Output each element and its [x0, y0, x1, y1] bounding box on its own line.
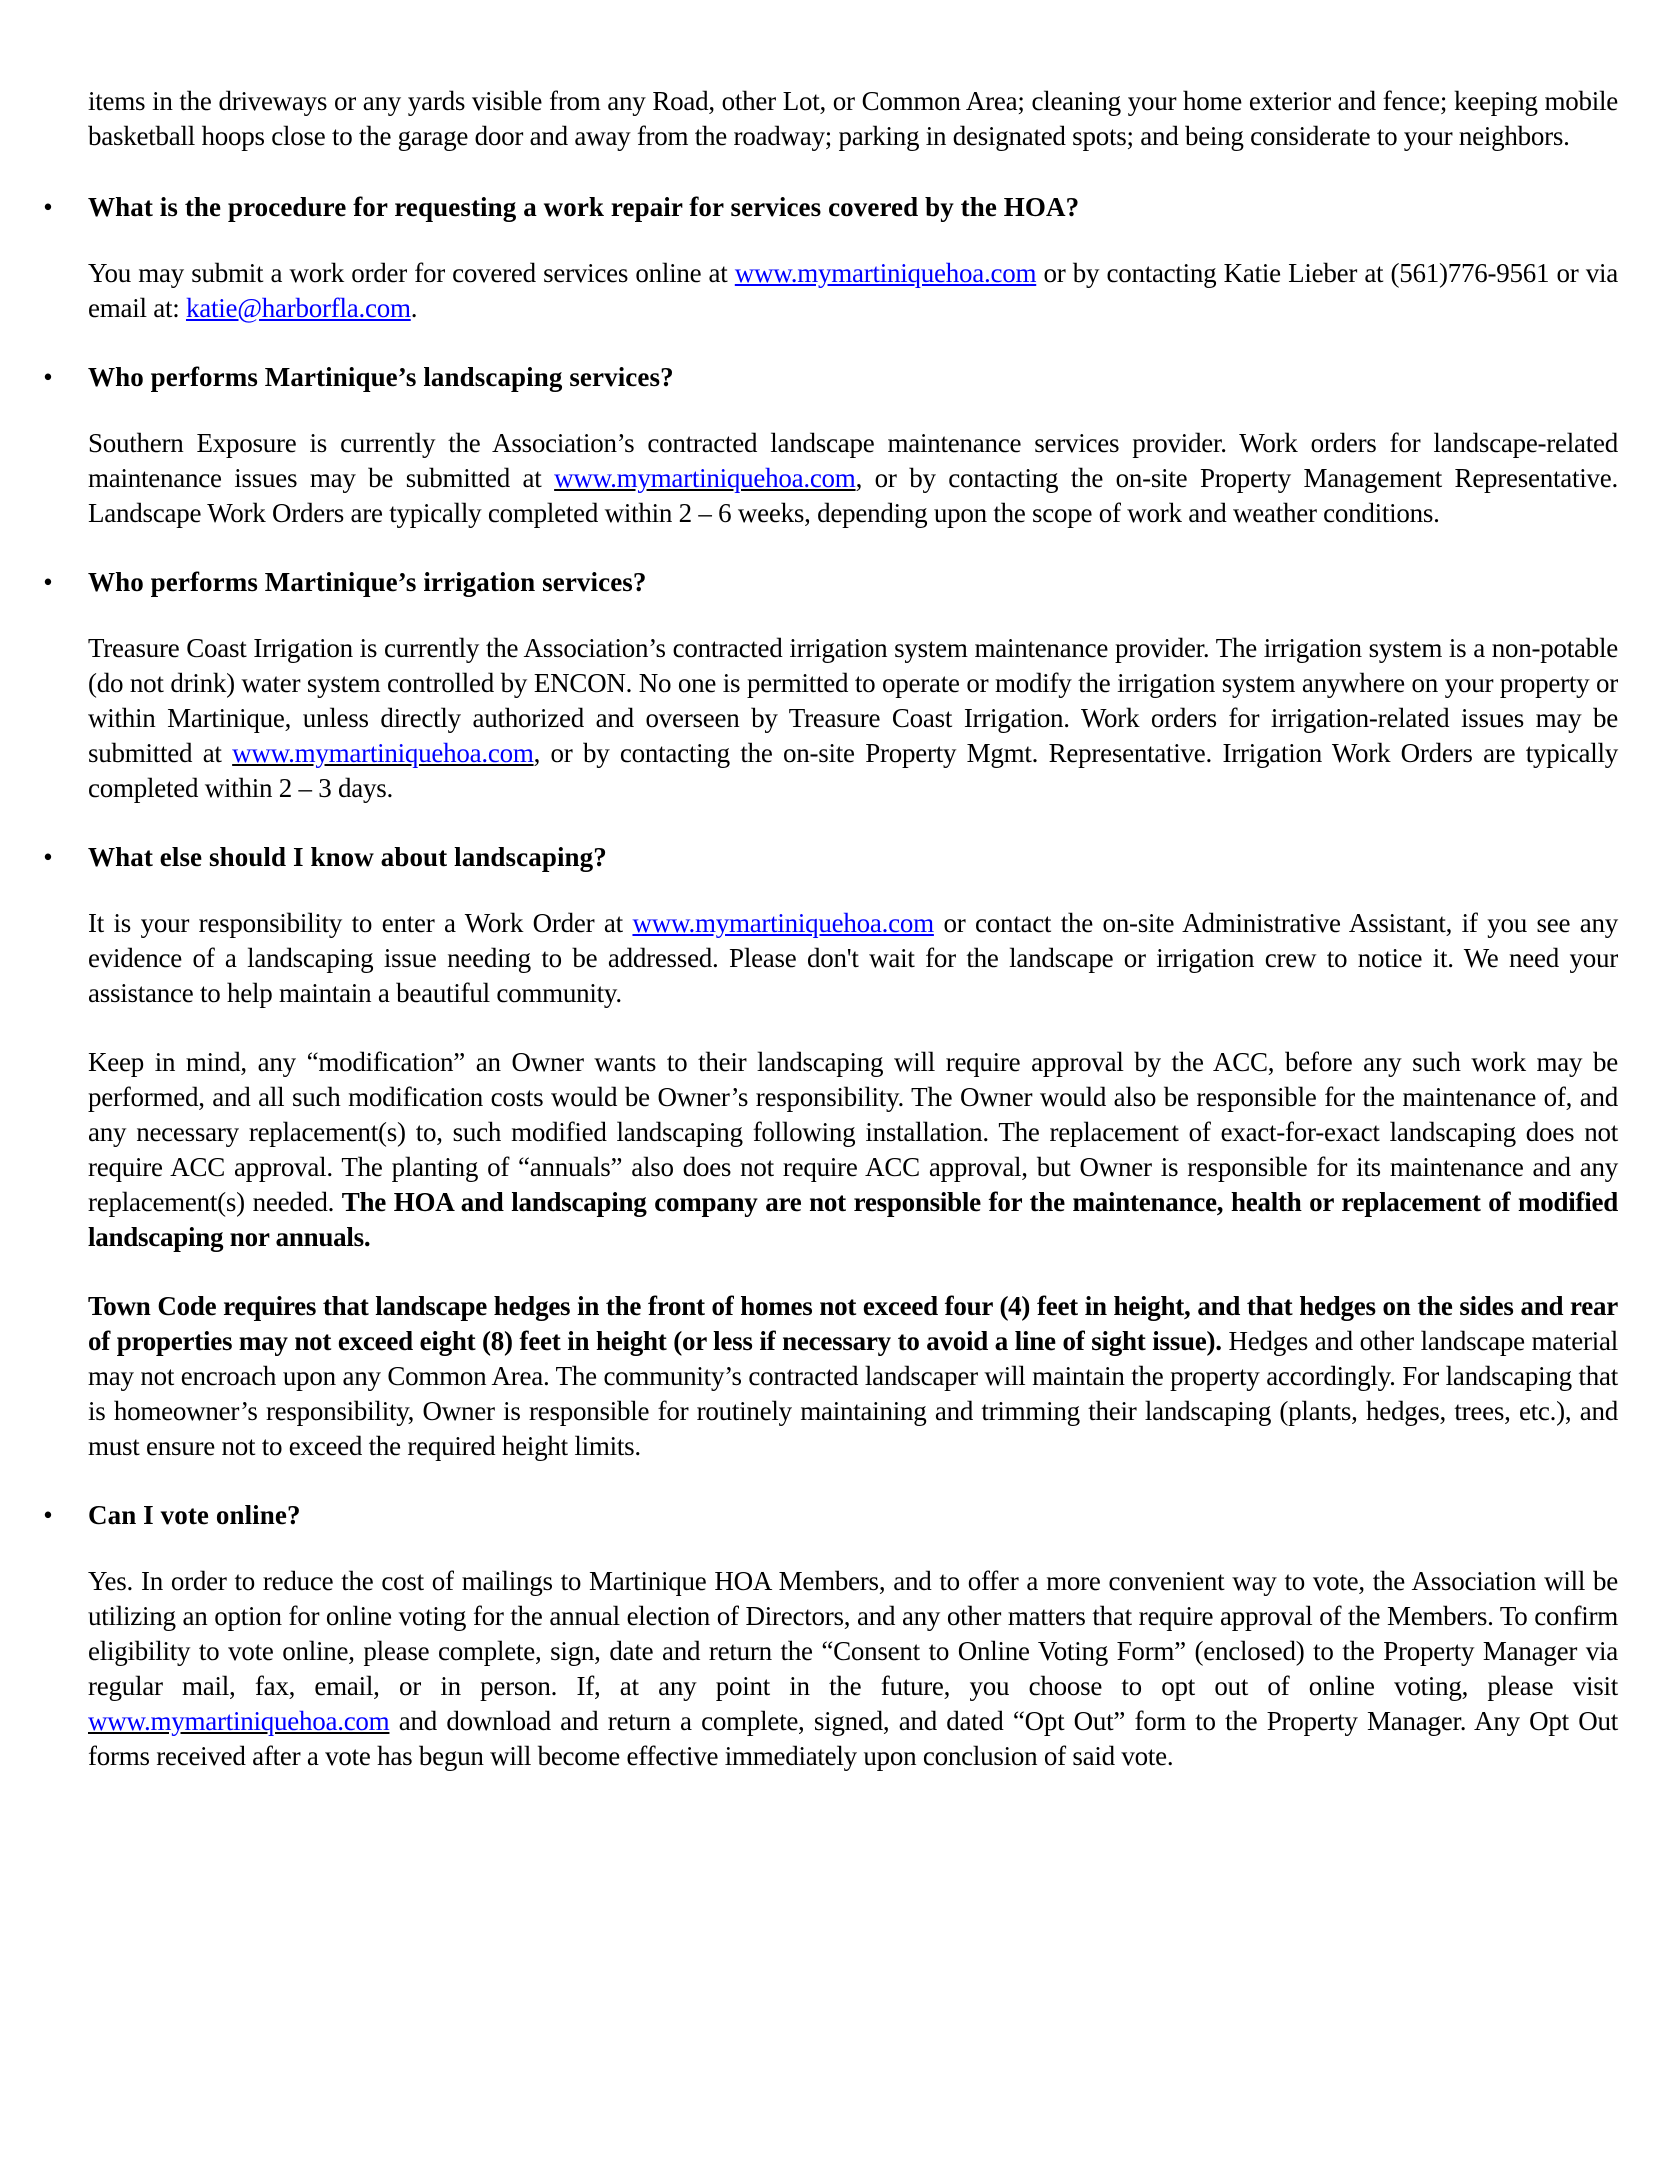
faq-question [43, 1498, 1618, 1533]
answer-text: or by contacting Katie Lieber at (561)776-9561 or via email at: [88, 258, 1618, 323]
faq-answer-paragraph-2 [88, 1045, 1618, 1255]
answer-text: , or by contacting the on-site Property Mgmt. Representative. Irrigation Work Orders are typically completed within 2 – 3 days. [88, 738, 1618, 803]
answer-text: Treasure Coast Irrigation is currently the Association’s contracted irrigation system maintenance provider. The irrigation system is a non-potable (do not drink) water system controlled by ENCON. No one is permitted to operate or modify the irrigation system anywhere on your property or within Martinique, unless directly authorized and overseen by Treasure Coast Irrigation. Work orders for irrigation-related issues may be submitted at [88, 633, 1618, 768]
answer-text: , or by contacting the on-site Property Management Representative. Landscape Work Orders are typically completed within 2 – 6 weeks, depending upon the scope of work and weather conditions. [88, 463, 1618, 528]
bullet-icon: • [43, 842, 53, 872]
faq-question-text: Who performs Martinique’s irrigation services? [88, 567, 647, 597]
faq-question-text: What else should I know about landscaping? [88, 842, 607, 872]
website-link[interactable]: www.mymartiniquehoa.com [554, 463, 856, 493]
answer-text: It is your responsibility to enter a Work Order at [88, 908, 633, 938]
faq-answer [88, 426, 1618, 531]
answer-bold-text: The HOA and landscaping company are not responsible for the maintenance, health or replacement of modified landscaping nor annuals. [88, 1187, 1618, 1252]
answer-text: and download and return a complete, signed, and dated “Opt Out” form to the Property Manager. Any Opt Out forms received after a vote has begun will become effective immediately upon conclusion of said vote. [88, 1706, 1618, 1771]
faq-question [43, 190, 1618, 225]
answer-text: Hedges and other landscape material may not encroach upon any Common Area. The community’s contracted landscaper will maintain the property accordingly. For landscaping that is homeowner’s responsibility, Owner is responsible for routinely maintaining and trimming their landscaping (plants, hedges, trees, etc.), and must ensure not to exceed the required height limits. [88, 1326, 1618, 1461]
website-link[interactable]: www.mymartiniquehoa.com [232, 738, 534, 768]
faq-answer [88, 1564, 1618, 1774]
answer-bold-text: Town Code requires that landscape hedges in the front of homes not exceed four (4) feet in height, and that hedges on the sides and rear of properties may not exceed eight (8) feet in height (or less if necessary to avoid a line of sight issue). [88, 1291, 1618, 1356]
faq-question-text: Can I vote online? [88, 1500, 301, 1530]
answer-text: You may submit a work order for covered services online at [88, 258, 735, 288]
lead-paragraph: items in the driveways or any yards visible from any Road, other Lot, or Common Area; cleaning your home exterior and fence; keeping mobile basketball hoops close to the garage door and away from the roadway; parking in designated spots; and being considerate to your neighbors. [88, 86, 1618, 151]
bullet-icon: • [43, 567, 53, 597]
bullet-icon: • [43, 192, 53, 222]
website-link[interactable]: www.mymartiniquehoa.com [88, 1706, 390, 1736]
answer-text: Southern Exposure is currently the Association’s contracted landscape maintenance services provider. Work orders for landscape-related maintenance issues may be submitted at [88, 428, 1618, 493]
faq-answer [88, 631, 1618, 806]
faq-item-irrigation-services [43, 565, 1618, 806]
faq-item-landscaping-services [43, 360, 1618, 531]
faq-answer-paragraph-3 [88, 1289, 1618, 1464]
bullet-icon: • [43, 1500, 53, 1530]
email-link[interactable]: katie@harborfla.com [185, 293, 411, 323]
faq-answer [88, 256, 1618, 326]
faq-item-landscaping-info [43, 840, 1618, 1464]
answer-text: Yes. In order to reduce the cost of mailings to Martinique HOA Members, and to offer a more convenient way to vote, the Association will be utilizing an option for online voting for the annual election of Directors, and any other matters that require approval of the Members. To confirm eligibility to vote online, please complete, sign, date and return the “Consent to Online Voting Form” (enclosed) to the Property Manager via regular mail, fax, email, or in person. If, at any point in the future, you choose to opt out of online voting, please visit [88, 1566, 1618, 1701]
website-link[interactable]: www.mymartiniquehoa.com [734, 258, 1037, 288]
answer-text: or contact the on-site Administrative Assistant, if you see any evidence of a landscaping issue needing to be addressed. Please don't wait for the landscape or irrigation crew to notice it. We need your assistance to help maintain a beautiful community. [88, 908, 1618, 1008]
website-link[interactable]: www.mymartiniquehoa.com [632, 908, 934, 938]
faq-question [43, 840, 1618, 875]
bullet-icon: • [43, 362, 53, 392]
faq-item-work-repair [43, 190, 1618, 326]
faq-question [43, 360, 1618, 395]
faq-item-vote-online [43, 1498, 1618, 1774]
faq-answer-paragraph-1 [88, 906, 1618, 1011]
faq-question [43, 565, 1618, 600]
answer-text: . [410, 293, 418, 323]
document-page [43, 84, 1618, 1774]
faq-question-text: What is the procedure for requesting a work repair for services covered by the HOA? [88, 192, 1080, 222]
answer-text: Keep in mind, any “modification” an Owner wants to their landscaping will require approval by the ACC, before any such work may be performed, and all such modification costs would be Owner’s responsibility. The Owner would also be responsible for the maintenance of, and any necessary replacement(s) to, such modified landscaping following installation. The replacement of exact-for-exact landscaping does not require ACC approval. The planting of “annuals” also does not require ACC approval, but Owner is responsible for its maintenance and any replacement(s) needed. [88, 1047, 1618, 1217]
faq-question-text: Who performs Martinique’s landscaping services? [88, 362, 674, 392]
